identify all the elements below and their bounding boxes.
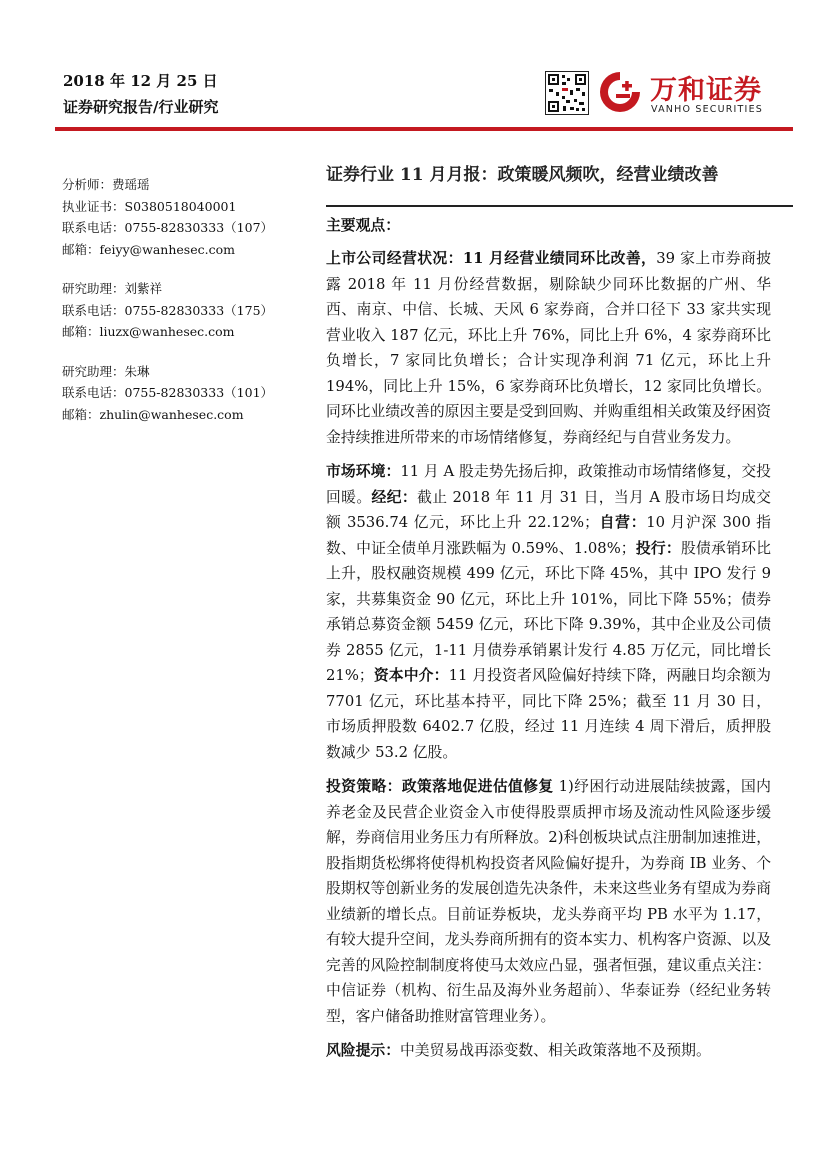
analyst-email: 邮箱：feiyy@wanhesec.com — [62, 241, 235, 257]
text-investment-banking: 股债承销环比上升，股权融资规模 499 亿元，环比下降 45%，其中 IPO 发行 9 家，共募集资金 90 亿元，环比上升 101%，同比下降 55%；债券承销总募资金额 5459 亿元，环比下降 9.39%，其中企业及公司债券 2855 亿元，1-11 月债券承销累计发行 4.85 万亿元，同比增长 21%； — [326, 539, 771, 684]
analyst-role: 研究助理：刘紫祥 — [62, 281, 163, 296]
analyst-email: 邮箱：liuzx@wanhesec.com — [62, 324, 235, 339]
analyst-phone: 联系电话：0755-82830333（101） — [62, 385, 274, 400]
text-proprietary: 10 月沪深 300 指数、中证全债单月涨跌幅为 0.59%、1.08%； — [326, 514, 771, 557]
label-market-environment: 市场环境： — [326, 463, 401, 480]
header-divider — [55, 127, 793, 131]
report-type: 证券研究报告/行业研究 — [63, 98, 219, 116]
analyst-email: 邮箱：zhulin@wanhesec.com — [62, 406, 244, 422]
analyst-phone: 联系电话：0755-82830333（107） — [62, 220, 274, 235]
lead-company-status: 11 月经营业绩同环比改善， — [462, 250, 657, 267]
main-content — [326, 212, 771, 1073]
label-investment-banking: 投行： — [635, 539, 681, 557]
qr-code-icon — [545, 71, 589, 115]
label-brokerage: 经纪： — [371, 488, 418, 506]
analyst-sidebar — [62, 174, 302, 441]
analyst-block — [62, 278, 302, 343]
text-risk: 中美贸易战再添变数、相关政策落地不及预期。 — [400, 1042, 711, 1059]
company-logo-icon — [598, 70, 642, 114]
label-risk: 风险提示： — [326, 1042, 400, 1059]
text-market-environment: 11 月 A 股走势先扬后抑，政策推动市场情绪修复，交投回暖。 — [326, 463, 771, 506]
report-date: 2018 年 12 月 25 日 — [63, 72, 218, 90]
paragraph-investment-strategy — [326, 774, 771, 1029]
analyst-block — [62, 361, 302, 426]
company-logo-en: VANHO SECURITIES — [651, 104, 763, 115]
analyst-block — [62, 174, 302, 260]
lead-investment-strategy: 政策落地促进估值修复 — [401, 778, 554, 795]
text-brokerage: 截止 2018 年 11 月 31 日，当月 A 股市场日均成交额 3536.74 亿元，环比上升 22.12%； — [326, 488, 771, 531]
paragraph-risk — [326, 1038, 771, 1064]
paragraph-market-environment — [326, 459, 771, 765]
report-title: 证券行业 11 月月报：政策暖风频吹，经营业绩改善 — [326, 165, 719, 185]
label-capital-intermediary: 资本中介： — [373, 667, 449, 684]
text-capital-intermediary: 11 月投资者风险偏好持续下降，两融日均余额为 7701 亿元，环比基本持平，同比下降 25%；截至 11 月 30 日，市场质押股数 6402.7 亿股，经过 11 月连续 4 周下滑后，质押股数减少 53.2 亿股。 — [326, 667, 771, 761]
paragraph-company-status — [326, 246, 771, 450]
analyst-cert: 执业证书：S0380518040001 — [62, 198, 237, 214]
label-investment-strategy: 投资策略： — [326, 778, 402, 795]
text-company-status: 39 家上市券商披露 2018 年 11 月份经营数据，剔除缺少同环比数据的广州、华西、南京、中信、长城、天风 6 家券商，合并口径下 33 家共实现营业收入 187 亿元，环比上升 76%，同比上升 6%，4 家券商环比负增长，7 家同比负增长；合计实现净利润 71 亿元，环比上升 194%，同比上升 15%，6 家券商环比负增长，12 家同比负增长。同环比业绩改善的原因主要是受到回购、并购重组相关政策及纾困资金持续推进所带来的市场情绪修复，券商经纪与自营业务发力。 — [326, 250, 771, 446]
company-logo-text: 万和证券 — [650, 75, 762, 106]
analyst-role: 分析师：费瑶瑶 — [62, 177, 150, 192]
label-company-status: 上市公司经营状况： — [326, 250, 463, 267]
text-investment-strategy: 1)纾困行动进展陆续披露，国内养老金及民营企业资金入市使得股票质押市场及流动性风险逐步缓解，券商信用业务压力有所释放。2)科创板块试点注册制加速推进，股指期货松绑将使得机构投资者风险偏好提升，为券商 IB 业务、个股期权等创新业务的发展创造先决条件，未来这些业务有望成为券商业绩新的增长点。目前证券板块，龙头券商平均 PB 水平为 1.17，有较大提升空间，龙头券商所拥有的资本实力、机构客户资源、以及完善的风险控制制度将使马太效应凸显，强者恒强，建议重点关注：中信证券（机构、衍生品及海外业务超前）、华泰证券（经纪业务转型，客户储备助推财富管理业务）。 — [326, 778, 771, 1025]
analyst-role: 研究助理：朱琳 — [62, 363, 150, 379]
label-proprietary: 自营： — [598, 514, 647, 531]
main-points-heading: 主要观点： — [326, 217, 400, 234]
analyst-phone: 联系电话：0755-82830333（175） — [62, 302, 274, 318]
title-divider — [326, 205, 793, 207]
